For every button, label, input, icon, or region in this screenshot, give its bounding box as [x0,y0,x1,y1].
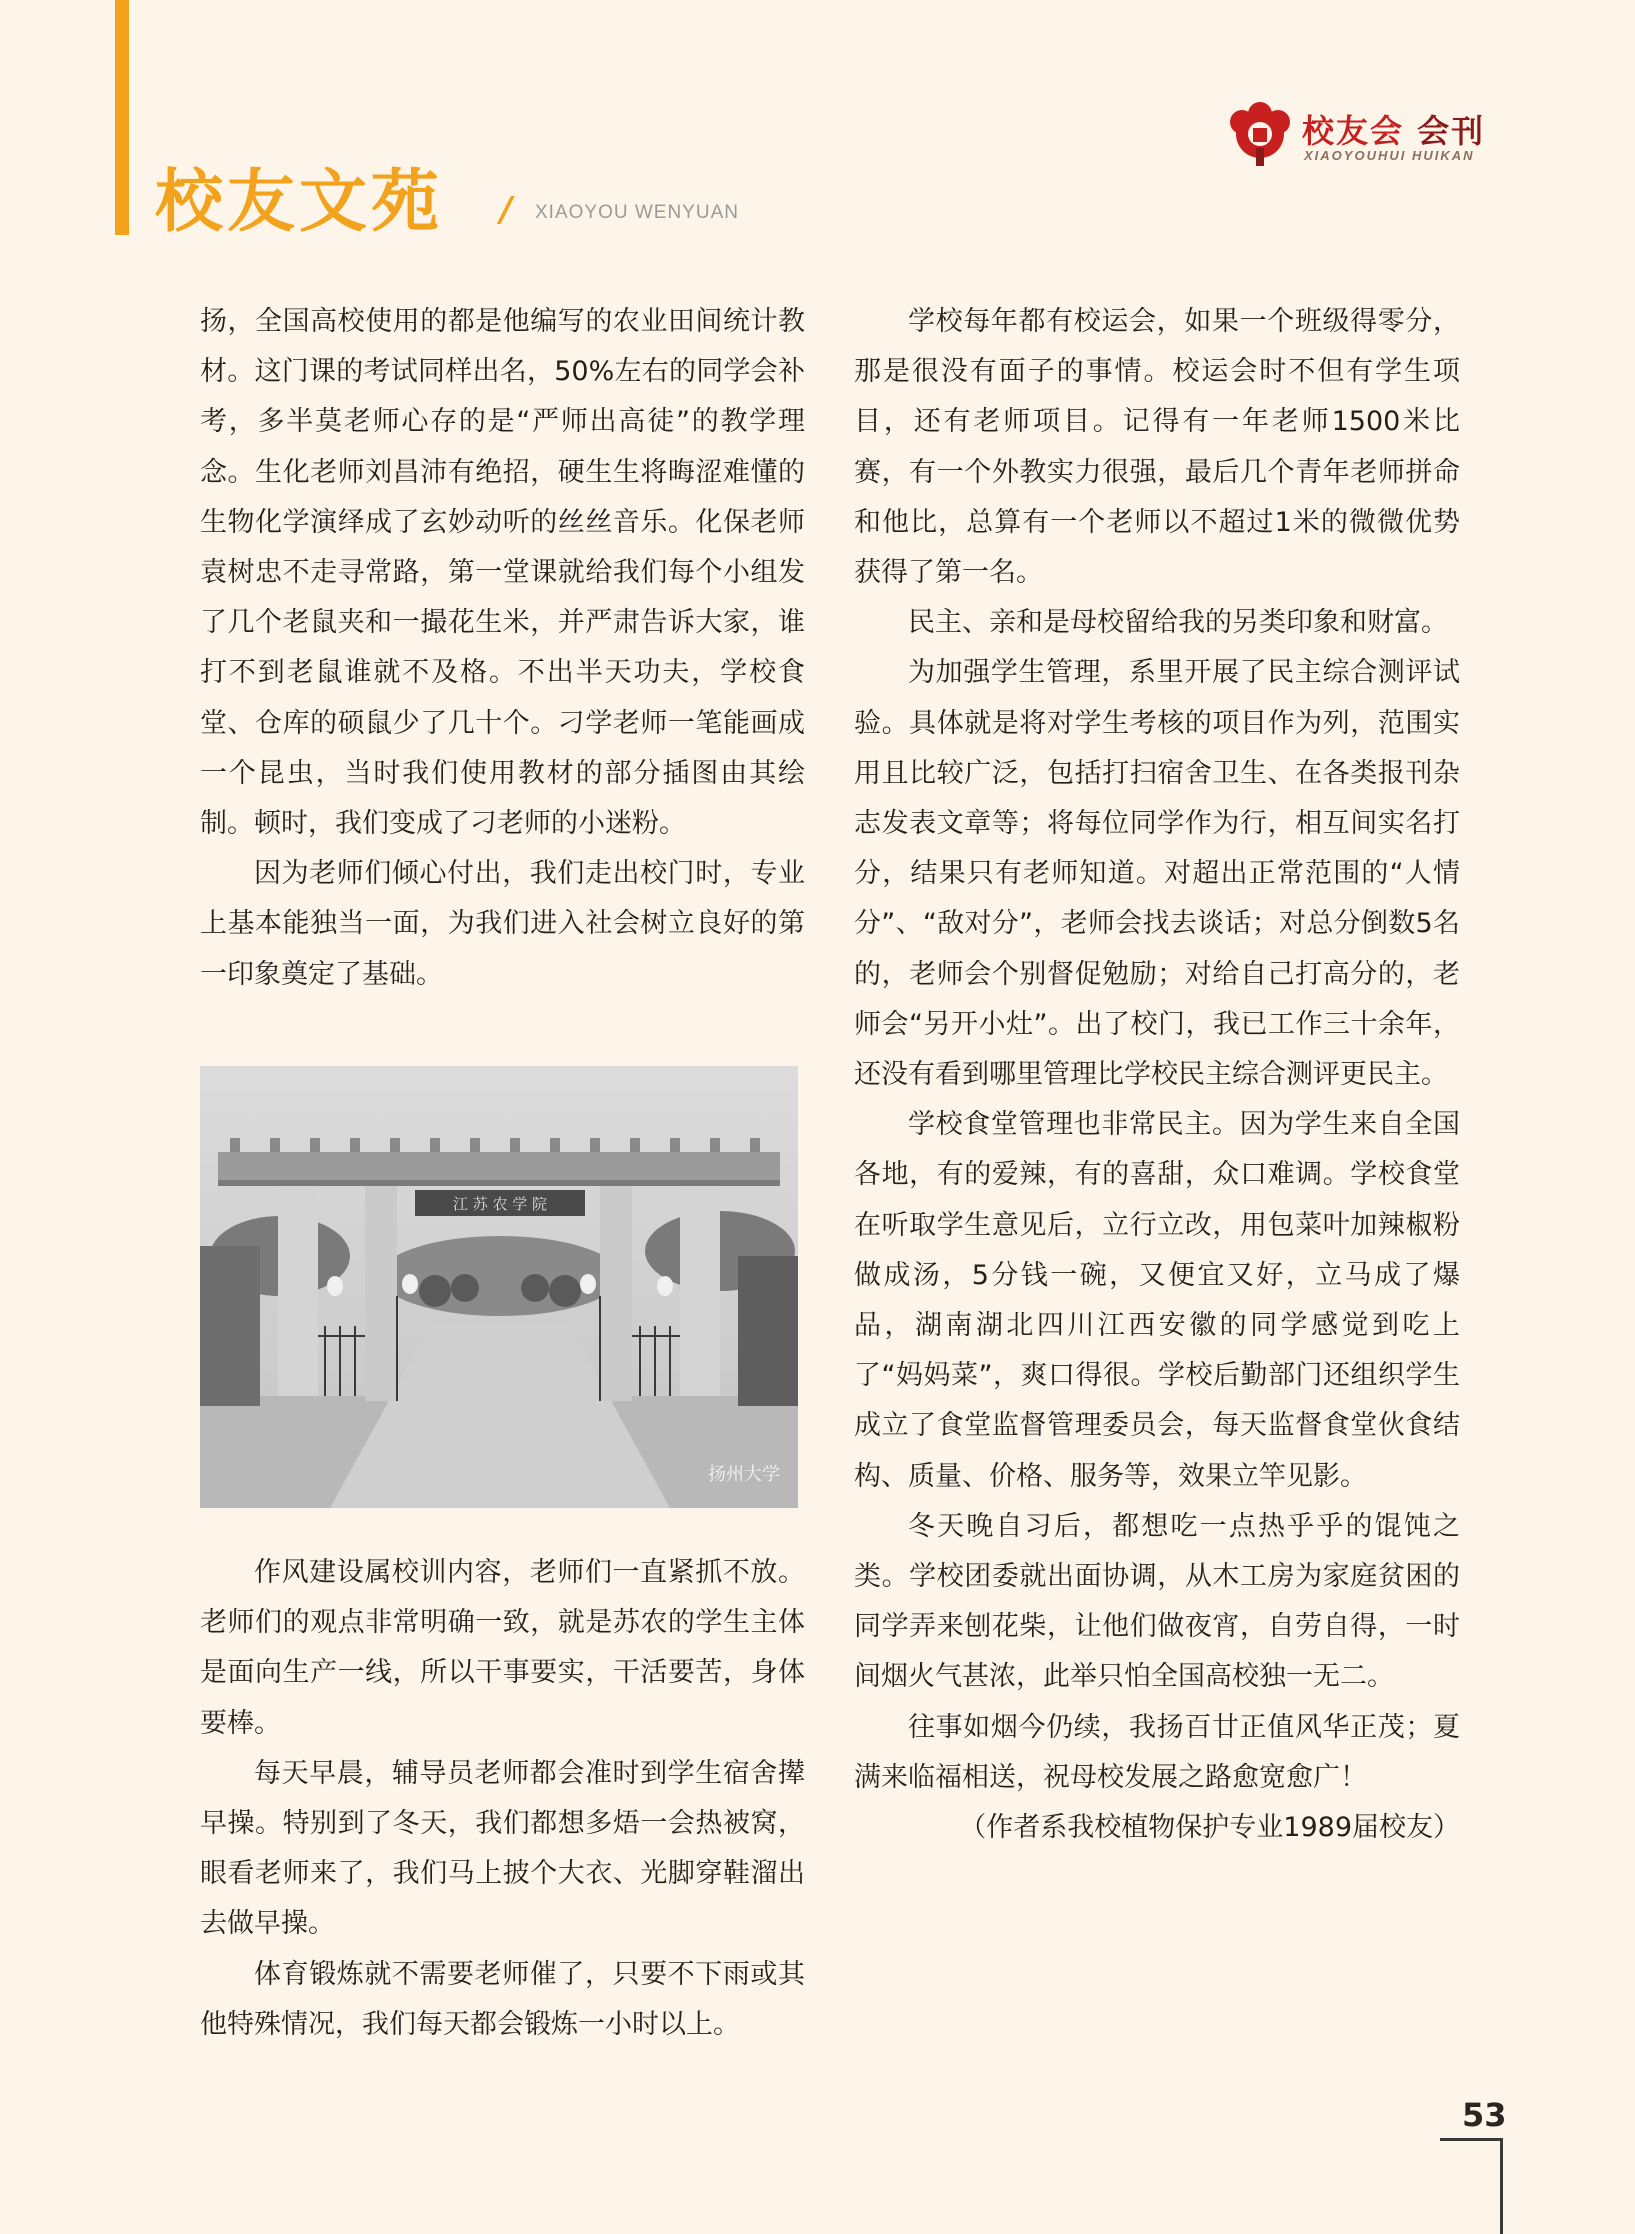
paragraph: 学校每年都有校运会，如果一个班级得零分，那是很没有面子的事情。校运会时不但有学生项目，还有老师项目。记得有一年老师1500米比赛，有一个外教实力很强，最后几个青年老师拼命和他比，总算有一个老师以不超过1米的微微优势获得了第一名。 [854,306,1460,589]
section-divider-slash: / [500,190,513,230]
logo-subtitle: XIAOYOUHUI HUIKAN [1304,148,1475,163]
left-column-bottom [200,1548,805,2050]
right-column [854,297,1460,1853]
alumni-journal-logo [1220,100,1530,175]
paragraph: 冬天晚自习后，都想吃一点热乎乎的馄饨之类。学校团委就出面协调，从木工房为家庭贫困的同学弄来刨花柴，让他们做夜宵，自劳自得，一时间烟火气甚浓，此举只怕全国高校独一无二。 [854,1510,1460,1693]
gate-illustration [200,1066,798,1508]
logo-title-main: 校友会 [1302,112,1405,150]
paragraph: 每天早晨，辅导员老师都会准时到学生宿舍撵早操。特别到了冬天，我们都想多焐一会热被窝，眼看老师来了，我们马上披个大衣、光脚穿鞋溜出去做早操。 [200,1757,805,1940]
section-title: 校友文苑 [155,163,444,242]
photo-watermark: 扬州大学 [708,1464,780,1485]
paragraph: 扬，全国高校使用的都是他编写的农业田间统计教材。这门课的考试同样出名，50%左右的同学会补考，多半莫老师心存的是“严师出高徒”的教学理念。生化老师刘昌沛有绝招，硬生生将晦涩难懂的生物化学演绎成了玄妙动听的丝丝音乐。化保老师袁树忠不走寻常路，第一堂课就给我们每个小组发了几个老鼠夹和一撮花生米，并严肃告诉大家，谁打不到老鼠谁就不及格。不出半天功夫，学校食堂、仓库的硕鼠少了几十个。刁学老师一笔能画成一个昆虫，当时我们使用教材的部分插图由其绘制。顿时，我们变成了刁老师的小迷粉。 [200,306,805,840]
logo-title [1302,106,1485,152]
alumni-emblem-icon [1220,100,1300,170]
section-pinyin: XIAOYOU WENYUAN [535,202,739,223]
page-number: 53 [1462,2096,1507,2134]
page-number-rule-horizontal [1440,2138,1503,2141]
left-column-top [200,297,805,1000]
page-number-rule-vertical [1500,2140,1503,2234]
paragraph: 作风建设属校训内容，老师们一直紧抓不放。老师们的观点非常明确一致，就是苏农的学生主体是面向生产一线，所以干事要实，干活要苦，身体要棒。 [200,1557,805,1739]
logo-title-suffix: 会刊 [1417,112,1486,150]
paragraph: 学校食堂管理也非常民主。因为学生来自全国各地，有的爱辣，有的喜甜，众口难调。学校食堂在听取学生意见后，立行立改，用包菜叶加辣椒粉做成汤，5分钱一碗，又便宜又好，立马成了爆品，湖南湖北四川江西安徽的同学感觉到吃上了“妈妈菜”，爽口得很。学校后勤部门还组织学生成立了食堂监督管理委员会，每天监督食堂伙食结构、质量、价格、服务等，效果立竿见影。 [854,1109,1460,1492]
campus-gate-photo [200,1066,798,1508]
paragraph: 往事如烟今仍续，我扬百廿正值风华正茂；夏满来临福相送，祝母校发展之路愈宽愈广！ [854,1711,1460,1793]
paragraph: 因为老师们倾心付出，我们走出校门时，专业上基本能独当一面，为我们进入社会树立良好的第一印象奠定了基础。 [200,858,805,990]
paragraph: 体育锻炼就不需要老师催了，只要不下雨或其他特殊情况，我们每天都会锻炼一小时以上。 [200,1958,805,2040]
accent-bar [115,0,129,235]
author-signature: （作者系我校植物保护专业1989届校友） [959,1812,1460,1844]
paragraph: 民主、亲和是母校留给我的另类印象和财富。 [908,607,1448,639]
gate-sign: 江 苏 农 学 院 [452,1195,548,1213]
paragraph: 为加强学生管理，系里开展了民主综合测评试验。具体就是将对学生考核的项目作为列，范围实用且比较广泛，包括打扫宿舍卫生、在各类报刊杂志发表文章等；将每位同学作为行，相互间实名打分，结果只有老师知道。对超出正常范围的“人情分”、“敌对分”，老师会找去谈话；对总分倒数5名的，老师会个别督促勉励；对给自己打高分的，老师会“另开小灶”。出了校门，我已工作三十余年，还没有看到哪里管理比学校民主综合测评更民主。 [854,657,1460,1091]
